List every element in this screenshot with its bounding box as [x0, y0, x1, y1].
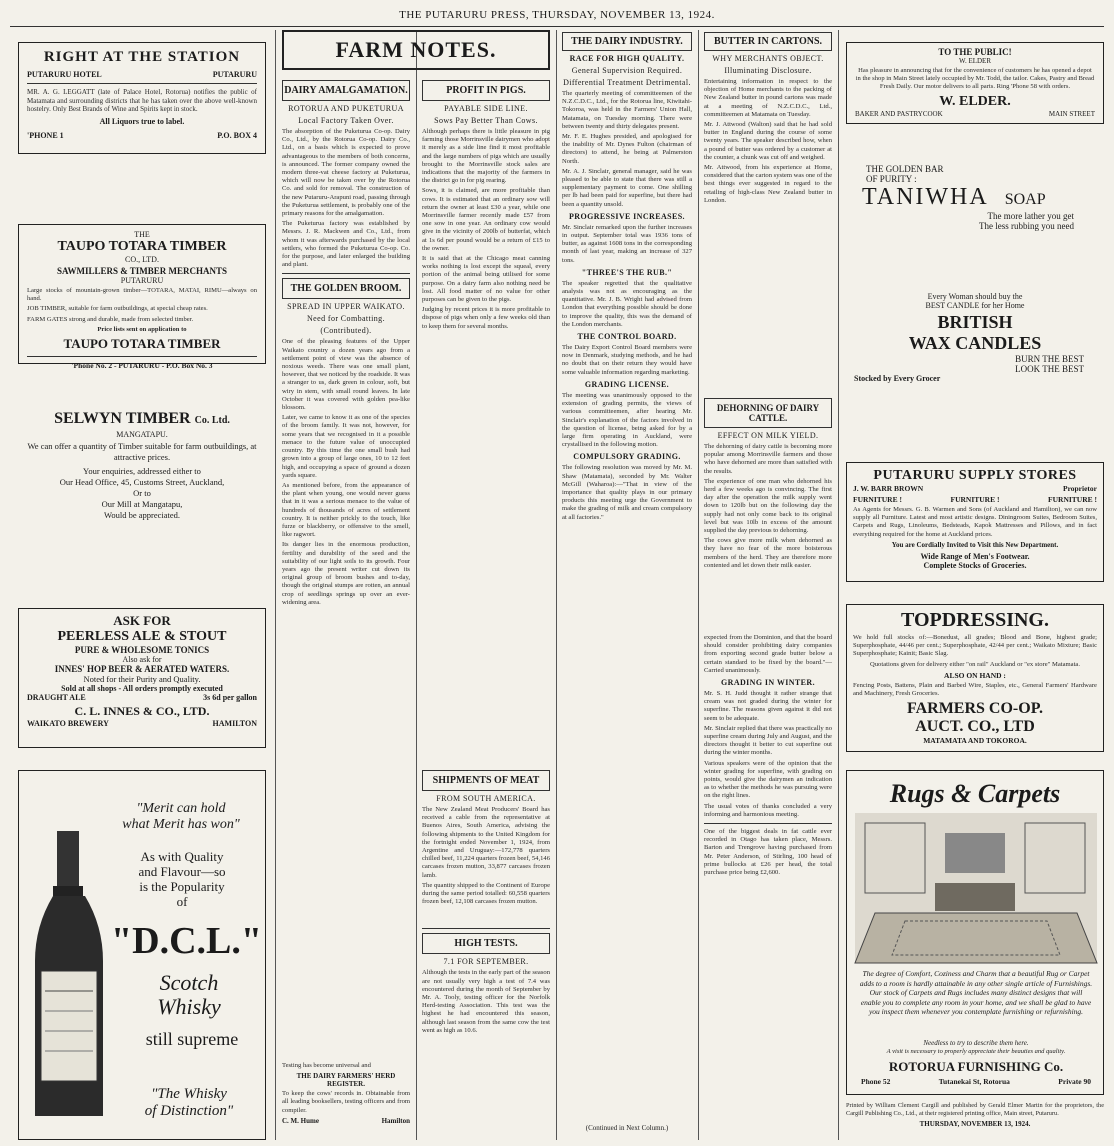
- ad-ask: ASK FOR: [113, 613, 171, 628]
- article-sub: Need for Combatting.: [307, 314, 385, 324]
- article-paragraph: Its danger lies in the enormous production, fertility and durability of the seed and the suitability of our light soils to its growth. Four years ago the present writer cut down its original group of broom bushes and to-day, though the original stumps are rotten, an annual crop of seedlings springs up over an ever-widening area.: [282, 541, 410, 606]
- ad-line: OF PURITY :: [866, 174, 917, 184]
- article-sub: ROTORUA AND PUKETURUA: [288, 104, 404, 113]
- room-illustration: [855, 813, 1097, 963]
- ad-wax-candles: [846, 292, 1104, 382]
- column-dairy-amalgamation: [282, 80, 410, 1140]
- ad-text: The degree of Comfort, Coziness and Charm that a beautiful Rug or Carpet adds to a room is hardly attainable in any other single article of Furnishings. Our stock of Carpets and Rugs includes many distinct designs that will enable you to complete any room in your home, and we shall be glad to have you inspect them whenever you contemplate furnishing or refurnishing.: [859, 969, 1093, 1016]
- article-title: BUTTER IN CARTONS.: [704, 32, 832, 51]
- column-shipments: [422, 770, 550, 1140]
- hotel-phone: 'PHONE 1: [27, 130, 64, 140]
- ad-taniwha-soap: [846, 164, 1104, 254]
- article-paragraph: The meeting was unanimously opposed to the extension of grading permits, the views of various committeemen, after hearing Mr. Sinclair's explanation of the factors involved in the question of license, being asked for by a large firm operating in Auckland, were crystallised in the following motion.: [562, 391, 692, 449]
- ad-place: MANGATAPU.: [116, 430, 168, 439]
- article-paragraph: Various speakers were of the opinion that the winter grading for superfine, with grading on points, would give the dairymen an indication as to whether the methods he was pursuing were on the right lines.: [704, 759, 832, 800]
- article-paragraph: Mr. Attwood, from his experience at Home, considered that the carton system was one of the best things ever suggested in regard to the retailing of high-class New Zealand butter in London.: [704, 164, 832, 204]
- ad-line: A visit is necessary to properly appreciate their beauties and quality.: [886, 1048, 1066, 1055]
- ad-title: SELWYN TIMBER: [54, 410, 191, 427]
- article-sub: SPREAD IN UPPER WAIKATO.: [287, 302, 405, 312]
- ad-selwyn-timber: [18, 410, 266, 521]
- article-sub: (Contributed).: [320, 326, 372, 336]
- ad-title-suffix: Co. Ltd.: [194, 415, 230, 426]
- article-paragraph: Mr. A. J. Sinclair, general manager, said he was pleased to be able to state that there was still a supplementary payment to come. One shilling per lb had been paid for superfine, but there had been a quantity unsold.: [562, 167, 692, 208]
- ad-line: Stocked by Every Grocer: [854, 374, 941, 383]
- article-sub: Sows Pay Better Than Cows.: [434, 116, 538, 125]
- ad-furn: FURNITURE !: [1048, 495, 1097, 504]
- ad-line: BURN THE BEST: [1015, 354, 1084, 364]
- ad-street: MAIN STREET: [1048, 109, 1095, 118]
- ad-line: and Flavour—so: [138, 864, 226, 879]
- ad-name-small: W. ELDER: [958, 57, 992, 65]
- liquors-line: All Liquors true to label.: [99, 116, 185, 126]
- ad-sub: PURE & WHOLESOME TONICS: [74, 645, 210, 655]
- article-paragraph: The cows give more milk when dehorned as they have no fear of the more boisterous members of the herd. They are therefore more contented and let down their milk easier.: [704, 537, 832, 569]
- brand-name: WAX CANDLES: [908, 333, 1042, 353]
- quote-line: what Merit has won": [122, 817, 240, 832]
- hotel-box: P.O. BOX 4: [217, 130, 257, 140]
- ad-text: We can offer a quantity of Timber suitable for farm outbuildings, at attractive prices.: [27, 441, 257, 462]
- article-title: HIGH TESTS.: [422, 933, 550, 954]
- article-sub: PAYABLE SIDE LINE.: [444, 104, 528, 113]
- hotel-place: PUTARURU: [212, 70, 257, 79]
- article-sub: WHY MERCHANTS OBJECT.: [712, 54, 824, 63]
- article-subhead: PROGRESSIVE INCREASES.: [569, 211, 685, 221]
- ad-dcl-whisky: [18, 770, 266, 1140]
- ad-line: You are Cordially Invited to Visit this New Department.: [891, 540, 1059, 549]
- farm-notes-header: [282, 30, 550, 70]
- ad-tagline: of Distinction": [144, 1103, 234, 1119]
- ad-trade: BAKER AND PASTRYCOOK: [855, 109, 943, 118]
- ad-scotch: Scotch: [159, 970, 219, 995]
- article-title: PROFIT IN PIGS.: [422, 80, 550, 101]
- article-paragraph: Mr. J. Attwood (Walton) said that he had sold butter in England during the course of some twenty years. The speaker described how, when a pound of butter was ordered by a customer at the counter, a chunk was cut off and weighed.: [704, 121, 832, 161]
- herd-sign-name: C. M. Hume: [282, 1116, 319, 1125]
- ad-sold: Sold at all shops - All orders promptly executed: [61, 684, 223, 693]
- column-rule: [698, 30, 699, 1140]
- article-paragraph: The Dairy Export Control Board members were now in Denmark, studying methods, and he had no doubt that on their return they would have some valuable information regarding marketing.: [562, 344, 692, 376]
- ad-furn: FURNITURE !: [950, 495, 1000, 504]
- article-sub: RACE FOR HIGH QUALITY.: [569, 54, 685, 63]
- herd-sign-place: Hamilton: [381, 1116, 410, 1125]
- hotel-text: MR. A. G. LEGGATT (late of Palace Hotel, Rotorua) notifies the public of Matamata and surrounding districts that he has taken over the above well-known hostelry. Only Best Brands of Wine and Spirits kept in stock.: [27, 88, 257, 113]
- ad-owner: J. W. BARR BROWN: [853, 484, 924, 493]
- article-paragraph: The speaker regretted that the qualitative analysis was not as encouraging as the quantitative. Mr. J. B. Wright had advised from London that everything possible should be done to improve the quality, this was the demand of the London merchants.: [562, 279, 692, 328]
- ad-prop: Proprietor: [1062, 484, 1097, 493]
- ad-line: SAWMILLERS & TIMBER MERCHANTS: [56, 266, 228, 276]
- ad-title: TOPDRESSING.: [900, 609, 1049, 631]
- article-title: THE GOLDEN BROOM.: [282, 278, 410, 299]
- ad-the: THE: [134, 230, 150, 239]
- ad-company: FARMERS CO-OP.: [907, 700, 1043, 718]
- article-paragraph: The quantity shipped to the Continent of Europe during the same period totalled: 60,558 quarters frozen beef, 12,108 carcases frozen mutton.: [422, 881, 550, 906]
- article-paragraph: Mr. Sinclair remarked upon the further increases in output. September total was 1936 tons of butter, as against 1608 tons in the corresponding month of last year, making an increase of 327 tons.: [562, 223, 692, 264]
- ad-text: Would be appreciated.: [103, 510, 181, 520]
- article-sub: Illuminating Disclosure.: [724, 66, 812, 75]
- brand-name: BRITISH: [937, 312, 1013, 332]
- whisky-bottle-icon: [29, 831, 109, 1121]
- column-rule: [416, 30, 417, 1140]
- ad-line: Needless to try to describe them here.: [923, 1039, 1029, 1047]
- ad-footer: 'Phone No. 2 - PUTARURU - P.O. Box No. 3: [71, 361, 213, 371]
- ad-line: The more lather you get: [987, 211, 1074, 221]
- ad-phone: Phone 52: [861, 1077, 891, 1086]
- masthead: THE PUTARURU PRESS, THURSDAY, NOVEMBER 13, 1924.: [10, 4, 1104, 27]
- article-paragraph: The Puketurua factory was established by Messrs. J. R. Mackwen and Co., Ltd., from whom it was afterwards purchased by the local settlers, who formed the Puketurua Co-op. Co. for the purpose, and later enlarged the building and plant.: [282, 220, 410, 269]
- article-subhead: COMPULSORY GRADING.: [573, 452, 681, 462]
- ad-peerless-ale: [18, 608, 266, 748]
- herd-register-ad: [282, 1060, 410, 1140]
- article-sub: 7.1 FOR SEPTEMBER.: [443, 957, 529, 967]
- article-paragraph: Entertaining information in respect to the objection of Home merchants to the packing of New Zealand butter in pound cartons was made at a meeting of N.Z.C.D.C., Ltd., committeemen at Matamata on Tuesday.: [704, 78, 832, 118]
- article-sub: EFFECT ON MILK YIELD.: [717, 431, 819, 440]
- ad-line: THE GOLDEN BAR: [866, 164, 944, 174]
- ad-text: Has pleasure in announcing that for the convenience of customers he has opened a depot in the shop in Main Street lately occupied by Mr. Todd, the tailor. Cakes, Pastry and Bread Fresh Daily. Our motor delivers to all parts. Ring 'Phone 58 with orders.: [855, 67, 1095, 91]
- continued-note: (Continued in Next Column.): [585, 1124, 669, 1132]
- ad-supply-stores: [846, 462, 1104, 582]
- ad-co: CO., LTD.: [125, 255, 159, 264]
- article-sub: Local Factory Taken Over.: [298, 116, 394, 125]
- article-paragraph: Later, we came to know it as one of the species of the broom family. It was not, however, for some years that we recognised in it a possible menace to the future value of unoccupied country. By this time the one small bush had grown into a group of large ones, 10 to 12 feet high, and occupying a space of ground a dozen yards square.: [282, 414, 410, 479]
- article-paragraph: expected from the Dominion, and that the board should consider prohibiting dairy companies from exporting second grade butter below a certain standard to be fixed by the board."—Carried unanimously.: [704, 634, 832, 674]
- ad-line: of: [176, 894, 188, 909]
- ad-also: Also ask for: [122, 655, 162, 664]
- ad-company: AUCT. CO., LTD: [915, 718, 1035, 736]
- ad-company: C. L. INNES & CO., LTD.: [74, 704, 210, 718]
- ad-text: Our Mill at Mangatapu,: [101, 499, 183, 509]
- ad-text: JOB TIMBER, suitable for farm outbuildings, at special cheap rates.: [27, 305, 208, 313]
- article-subhead: GRADING IN WINTER.: [721, 678, 815, 688]
- ad-to: TO THE PUBLIC!: [938, 47, 1012, 57]
- ad-line: The less rubbing you need: [979, 221, 1074, 231]
- ad-putaruru-hotel: [18, 42, 266, 154]
- article-title: DEHORNING OF DAIRY CATTLE.: [704, 398, 832, 428]
- ad-title-repeat: TAUPO TOTARA TIMBER: [63, 336, 221, 352]
- ad-name: W. ELDER.: [939, 93, 1011, 109]
- ad-text: Large stocks of mountain-grown timber—TOTARA, MATAI, RIMU—always on hand.: [27, 287, 257, 303]
- article-sub: FROM SOUTH AMERICA.: [436, 794, 536, 803]
- ad-text: Fencing Posts, Battens, Plain and Barbed Wire, Staples, etc., General Farmers' Hardware and Machinery, Fresh Groceries.: [853, 681, 1097, 698]
- ad-text: Our Head Office, 45, Customs Street, Auckland,: [59, 477, 225, 487]
- ad-line: Complete Stocks of Groceries.: [923, 560, 1027, 570]
- ad-tagline: "The Whisky: [151, 1086, 227, 1102]
- ad-noted: Noted for their Purity and Quality.: [83, 674, 201, 684]
- ad-city: HAMILTON: [212, 719, 257, 728]
- imprint-date: THURSDAY, NOVEMBER 13, 1924.: [919, 1120, 1031, 1128]
- article-paragraph: It is said that at the Chicago meat canning works nothing is lost except the squeal, every portion of the animal being utilised for some purpose. On a dairy farm also nothing need be lost. All food matter of no value for other purposes can be given to the pigs.: [422, 255, 550, 304]
- article-paragraph: The dehorning of dairy cattle is becoming more popular among Morrinsville farmers and those who have dehorned are more than satisfied with the results.: [704, 443, 832, 475]
- ad-line: BEST CANDLE for her Home: [925, 301, 1025, 310]
- ad-rugs-carpets: [846, 770, 1104, 1095]
- article-sub: General Supervision Required.: [571, 66, 683, 75]
- column-grading-continued: [704, 632, 832, 1140]
- ad-title: PUTARURU SUPPLY STORES: [873, 468, 1077, 483]
- ad-text: Or to: [133, 488, 151, 498]
- imprint: [846, 1100, 1104, 1128]
- column-rule: [838, 30, 839, 1140]
- column-rule: [275, 30, 276, 1140]
- article-paragraph: The following resolution was moved by Mr. M. Shaw (Matamata), seconded by Mr. Walter McGill (Waharoa):—"That in view of the importance that quality plays in our primary products this meeting urge the Government to make the grading of milk and cream compulsory at all factories.": [562, 464, 692, 521]
- ad-title: TAUPO TOTARA TIMBER: [57, 239, 227, 254]
- ad-company: ROTORUA FURNISHING Co.: [888, 1059, 1064, 1074]
- article-subhead: THE CONTROL BOARD.: [577, 332, 677, 342]
- section-title: FARM NOTES.: [335, 37, 497, 62]
- article-paragraph: One of the biggest deals in fat cattle ever recorded in Otago has taken place, Messrs. Barton and Trengrove having purchased from Mr. Peter Anderson, of Stirling, 100 head of prime bullocks at £26 per head, the total purchase price being £2,600.: [704, 828, 832, 877]
- article-subhead: "THREE'S THE RUB.": [581, 267, 673, 277]
- ad-line: Wide Range of Men's Footwear.: [920, 551, 1030, 561]
- ad-text: Quotations given for delivery either "on rail" Auckland or "ex store" Matamata.: [870, 660, 1080, 668]
- ad-line: Every Woman should buy the: [927, 292, 1023, 301]
- article-paragraph: The absorption of the Puketurua Co-op. Dairy Co., Ltd., by the Rotorua Co-op. Dairy Co., Ltd., on a basis which is expected to prove advantageous to the members of both concerns, is announced. The former company owned the modern three-vat cheese factory at Puketurua, which will now be taken over by the Rotorua Co. and sold for removal. The construction of the new Putaruru-Arapuni road, passing through the Puketurua settlement, is probably one of the primary reasons for the amalgamation.: [282, 128, 410, 218]
- article-sub: Differential Treatment Detrimental.: [563, 78, 691, 87]
- hotel-name: PUTARURU HOTEL: [27, 70, 102, 79]
- ad-street: Tutanekai St, Rotorua: [938, 1077, 1010, 1086]
- ad-private: Private 90: [1058, 1077, 1091, 1086]
- article-paragraph: Although the tests in the early part of the season are not usually very high a test of 7.4 was encountered during the month of September by Mr. A. Tooly, testing officer for the Norfolk Herd-testing Association. This test was the highest he had encountered this season, although last season from the same cow the test went as high as 10.6.: [422, 969, 550, 1034]
- ad-innes: INNES' HOP BEER & AERATED WATERS.: [54, 664, 230, 674]
- column-dairy-industry: [562, 32, 692, 1140]
- quote-line: "Merit can hold: [136, 801, 226, 816]
- article-paragraph: Judging by recent prices it is more profitable to dispose of pigs when only a few weeks old than to keep them for several months.: [422, 306, 550, 330]
- ad-place: PUTARURU: [120, 276, 164, 285]
- brand-name: TANIWHA: [862, 184, 989, 210]
- column-butter-cartons: [704, 32, 832, 362]
- article-paragraph: As mentioned before, from the appearance of the plant when young, one would never guess that in it was a serious menace to the value of hundreds of thousands of acres of settlement country. It is neither prickly to the touch, like furze or blackberry, or offensive to the smell, like ragwort.: [282, 481, 410, 539]
- ad-line: is the Popularity: [139, 879, 225, 894]
- ad-line: LOOK THE BEST: [1015, 364, 1084, 374]
- ad-whisky: Whisky: [157, 994, 221, 1019]
- article-paragraph: Mr. Sinclair replied that there was practically no superfine cream during July and August, and the directors thought it better to cut superfine out during the winter months.: [704, 724, 832, 757]
- ad-still-supreme: still supreme: [145, 1029, 239, 1049]
- ad-title: PEERLESS ALE & STOUT: [57, 629, 227, 644]
- ad-soap: SOAP: [1004, 191, 1046, 208]
- ad-text: We hold full stocks of:—Bonedust, all grades; Blood and Bone, highest grade; Superphosphate, 44/46 per cent.; Superphosphate, 42/44 per cent.; Waikato Mixture; Basic Superphosphate; Kainit; Basic Slag.: [853, 634, 1097, 658]
- article-paragraph: The usual votes of thanks concluded a very informing and harmonious meeting.: [704, 802, 832, 818]
- article-paragraph: The experience of one man who dehorned his herd a few weeks ago is convincing. The first day after the operation the milk supply went down to 120lb but on the following day the supply had not only come back to its original level but was 10lb in excess of the amount supplied the day previous to dehorning.: [704, 477, 832, 535]
- article-paragraph: Mr. F. E. Hughes presided, and apologised for the inability of Mr. Dynes Fulton (chairman of directors) to attend, he being at Palmerston North.: [562, 133, 692, 165]
- article-title: THE DAIRY INDUSTRY.: [562, 32, 692, 51]
- ad-topdressing: [846, 604, 1104, 752]
- column-rule: [556, 30, 557, 1140]
- brand-name: "D.C.L.": [111, 920, 262, 962]
- herd-text: To keep the cows' records in. Obtainable from all leading booksellers, testing officers and from compiler.: [282, 1090, 410, 1114]
- ad-text: As Agents for Messrs. G. B. Warmen and Sons (of Auckland and Hamilton), we can now supply all Furniture. Latest and most artistic designs. Diningroom Suites, Bedroom Suites, Carpets and Rugs, Linoleums, Bedsteads, Kapok Mattresses and Pillows, and in fact everything required for the home at Auckland prices.: [853, 506, 1097, 538]
- ad-text: FARM GATES strong and durable, made from selected timber.: [27, 315, 194, 323]
- ad-elder: [846, 42, 1104, 124]
- ad-price: 3s 6d per gallon: [203, 693, 257, 702]
- ad-draught: DRAUGHT ALE: [27, 693, 86, 702]
- article-subhead: GRADING LICENSE.: [584, 379, 670, 389]
- herd-title: THE DAIRY FARMERS' HERD REGISTER.: [296, 1072, 396, 1089]
- ad-title: Rugs & Carpets: [889, 779, 1061, 808]
- article-title: SHIPMENTS OF MEAT: [422, 770, 550, 791]
- ad-place: MATAMATA AND TOKOROA.: [923, 736, 1027, 746]
- article-paragraph: The New Zealand Meat Producers' Board has received a cable from the representative at Buenos Aires, South America, advising the following shipments to the United Kingdom for the fortnight ended November 1, 1924, from Argentine and Uruguay:—172,778 quarters chilled beef, 11,224 quarters frozen beef, 54,146 carcases frozen mutton, 33,877 carcases frozen lamb.: [422, 806, 550, 879]
- article-paragraph: Testing has become universal and: [282, 1062, 371, 1069]
- ad-text: Price lists sent on application to: [97, 325, 187, 333]
- ad-line: As with Quality: [140, 849, 224, 864]
- article-title: DAIRY AMALGAMATION.: [282, 80, 410, 101]
- ad-also: ALSO ON HAND :: [944, 670, 1006, 680]
- ad-brewery: WAIKATO BREWERY: [27, 719, 109, 728]
- ad-title: RIGHT AT THE STATION: [43, 49, 241, 65]
- article-paragraph: Mr. S. H. Judd thought it rather strange that cream was not graded during the winter for superfine. The reasons given against it did not seem to be adequate.: [704, 690, 832, 722]
- ad-taupo-totara: [18, 224, 266, 371]
- article-paragraph: Sows, it is claimed, are more profitable than cows. It is estimated that an ordinary sow will return the owner at least £30 a year, while one Morrinsville farmer recently made £57 from one sow in one year. An ordinary cow would give in the vicinity of 200lb of butterfat, which at 1s 6d per pound would be a return of £15 to the owner.: [422, 187, 550, 252]
- article-paragraph: One of the pleasing features of the Upper Waikato country a dozen years ago from a settlement point of view was the absence of noxious weeds. There was one small plant, however, that we noticed by the roadside. It was a stranger to us, dark green in colour, soft, but wiry in stem, with small round leaves. In late October it was covered with golden pea-like blossom.: [282, 338, 410, 412]
- article-paragraph: The quarterly meeting of committeemen of the N.Z.C.D.C., Ltd., for the Rotorua line, Kiwitahi-Tokoroa, was held in the Farmers' Union Hall, Matamata, on Tuesday morning. There were between twenty and thirty delegates present.: [562, 90, 692, 130]
- column-dehorning: [704, 398, 832, 608]
- ad-text: Your enquiries, addressed either to: [83, 466, 201, 476]
- ad-furn: FURNITURE !: [853, 495, 902, 504]
- article-paragraph: Although perhaps there is little pleasure in pig farming those Morrinsville dairymen who adopt it merely as a side line find it most profitable and the large numbers of pigs which are usually brought to the Morrinsville stock sales are indications that the majority of the farmers in the district go in for pig rearing.: [422, 128, 550, 185]
- imprint-text: Printed by William Clement Cargill and published by Gerald Elmer Martin for the proprietors, the Cargill Publishing Co., Ltd., at their registered printing office, Main street, Putaruru.: [846, 1102, 1104, 1117]
